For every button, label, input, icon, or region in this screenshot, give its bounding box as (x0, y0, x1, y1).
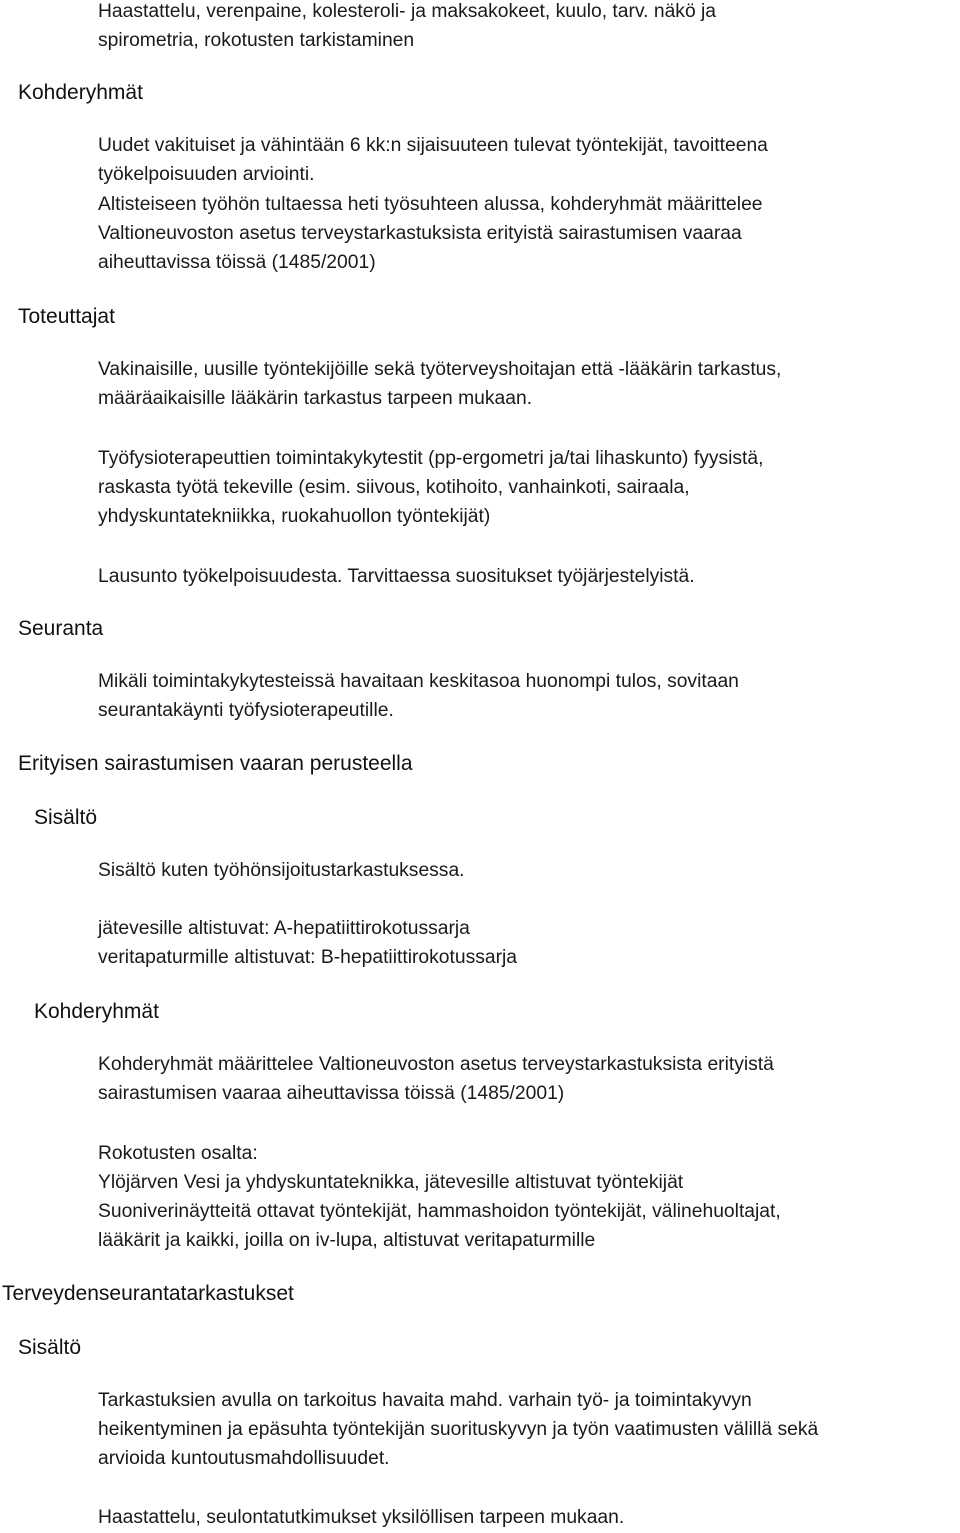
heading-terveydenseurantatarkastukset: Terveydenseurantatarkastukset (2, 1282, 294, 1305)
text-line: Mikäli toimintakykytesteissä havaitaan keskitasoa huonompi tulos, sovitaan (98, 671, 739, 692)
paragraph-toteuttajat-tarkastus (98, 355, 781, 413)
heading-sisalto-2: Sisältö (18, 1336, 82, 1359)
heading-kohderyhmat: Kohderyhmät (18, 81, 143, 104)
text-line: Valtioneuvoston asetus terveystarkastuksista erityistä sairastumisen vaaraa (98, 223, 742, 244)
heading-erityisen-sairastumisen-vaara: Erityisen sairastumisen vaaran perusteella (18, 752, 413, 775)
paragraph-haastattelu-seulonta (98, 1503, 624, 1532)
text-line: Työfysioterapeuttien toimintakykytestit (pp-ergometri ja/tai lihaskunto) fyysistä, (98, 448, 764, 469)
paragraph-kohderyhmat-uudet (98, 131, 768, 189)
paragraph-tarkastus-sisalto (98, 0, 716, 55)
paragraph-rokotusten-osalta (98, 1139, 781, 1255)
text-line: arvioida kuntoutusmahdollisuudet. (98, 1448, 390, 1469)
text-line: Kohderyhmät määrittelee Valtioneuvoston asetus terveystarkastuksista erityistä (98, 1054, 774, 1075)
text-line: Vakinaisille, uusille työntekijöille sekä työterveyshoitajan että -lääkärin tarkastus, (98, 359, 782, 380)
paragraph-tyofysioterapeutit (98, 444, 763, 531)
text-line: Haastattelu, verenpaine, kolesteroli- ja maksakokeet, kuulo, tarv. näkö ja (98, 1, 717, 22)
text-line: jätevesille altistuvat: A-hepatiittirokotussarja (98, 918, 470, 939)
text-line: Suoniverinäytteitä ottavat työntekijät, hammashoidon työntekijät, välinehuoltajat, (98, 1201, 781, 1222)
paragraph-altisteinen-tyo (98, 190, 763, 277)
paragraph-lausunto (98, 562, 695, 591)
paragraph-kohderyhmat-asetus (98, 1050, 774, 1108)
text-line: spirometria, rokotusten tarkistaminen (98, 30, 415, 51)
text-line: Tarkastuksien avulla on tarkoitus havaita mahd. varhain työ- ja toimintakyvyn (98, 1390, 752, 1411)
text-line: aiheuttavissa töissä (1485/2001) (98, 252, 376, 273)
text-line: Ylöjärven Vesi ja yhdyskuntateknikka, jätevesille altistuvat työntekijät (98, 1172, 684, 1193)
paragraph-seuranta (98, 667, 739, 725)
heading-toteuttajat: Toteuttajat (18, 305, 115, 328)
text-line: veritapaturmille altistuvat: B-hepatiittirokotussarja (98, 947, 518, 968)
text-line: heikentyminen ja epäsuhta työntekijän suorituskyvyn ja työn vaatimusten välillä sekä (98, 1419, 819, 1440)
text-line: määräaikaisille lääkärin tarkastus tarpeen mukaan. (98, 388, 533, 409)
paragraph-sisalto-kuten (98, 856, 465, 885)
heading-sisalto: Sisältö (34, 806, 98, 829)
text-line: Uudet vakituiset ja vähintään 6 kk:n sijaisuuteen tulevat työntekijät, tavoitteena (98, 135, 768, 156)
text-line: Sisältö kuten työhönsijoitustarkastuksessa. (98, 860, 465, 881)
paragraph-tarkastuksien-tarkoitus (98, 1386, 818, 1473)
text-line: lääkärit ja kaikki, joilla on iv-lupa, altistuvat veritapaturmille (98, 1230, 596, 1251)
text-line: raskasta työtä tekeville (esim. siivous, kotihoito, vanhainkoti, sairaala, (98, 477, 690, 498)
heading-seuranta: Seuranta (18, 617, 104, 640)
text-line: Lausunto työkelpoisuudesta. Tarvittaessa suositukset työjärjestelyistä. (98, 566, 695, 587)
text-line: työkelpoisuuden arviointi. (98, 164, 315, 185)
text-line: sairastumisen vaaraa aiheuttavissa töissä (1485/2001) (98, 1083, 565, 1104)
heading-kohderyhmat-2: Kohderyhmät (34, 1000, 159, 1023)
text-line: Altisteiseen työhön tultaessa heti työsuhteen alussa, kohderyhmät määrittelee (98, 194, 763, 215)
text-line: Haastattelu, seulontatutkimukset yksilöllisen tarpeen mukaan. (98, 1507, 625, 1528)
text-line: seurantakäynti työfysioterapeutille. (98, 700, 394, 721)
paragraph-rokotussarjat (98, 914, 517, 972)
text-line: Rokotusten osalta: (98, 1143, 258, 1164)
text-line: yhdyskuntatekniikka, ruokahuollon työntekijät) (98, 506, 491, 527)
